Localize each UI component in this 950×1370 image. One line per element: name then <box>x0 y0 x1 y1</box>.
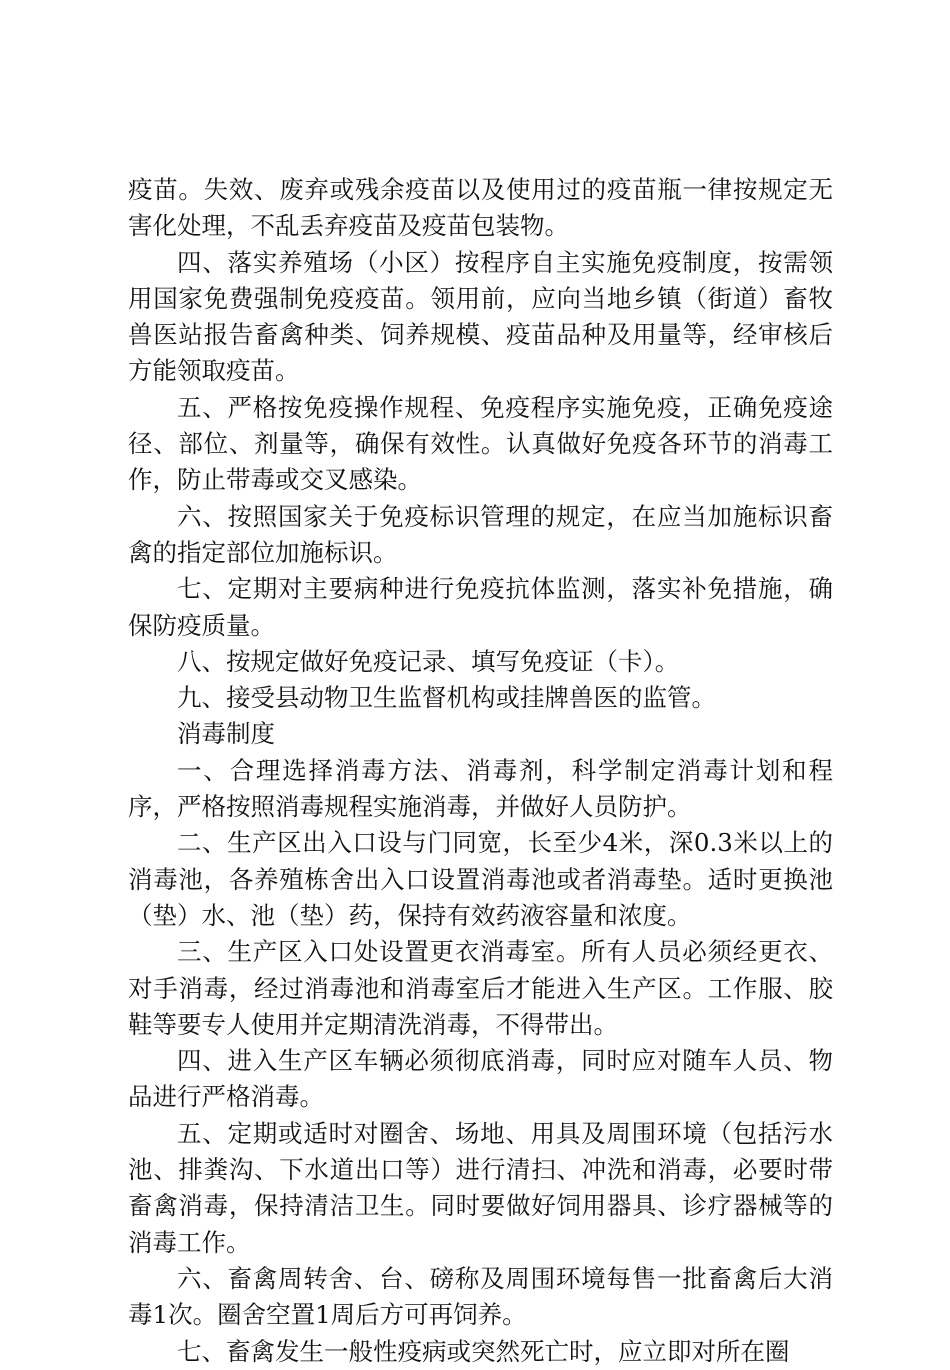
paragraph-disinfection-item-5: 五、定期或适时对圈舍、场地、用具及周围环境（包括污水池、排粪沟、下水道出口等）进行清扫、冲洗和消毒，必要时带畜禽消毒，保持清洁卫生。同时要做好饲用器具、诊疗器械等的消毒工作。 <box>128 1118 833 1257</box>
paragraph-disinfection-item-1: 一、合理选择消毒方法、消毒剂，科学制定消毒计划和程序，严格按照消毒规程实施消毒，并做好人员防护。 <box>128 755 833 822</box>
paragraph-disinfection-item-6: 六、畜禽周转舍、台、磅称及周围环境每售一批畜禽后大消毒1次。圈舍空置1周后方可再饲养。 <box>128 1263 833 1330</box>
paragraph-disinfection-item-3: 三、生产区入口处设置更衣消毒室。所有人员必须经更衣、对手消毒，经过消毒池和消毒室后才能进入生产区。工作服、胶鞋等要专人使用并定期清洗消毒，不得带出。 <box>128 937 833 1039</box>
paragraph-vaccine-disposal: 疫苗。失效、废弃或残余疫苗以及使用过的疫苗瓶一律按规定无害化处理，不乱丢弃疫苗及疫苗包装物。 <box>128 175 833 241</box>
section-heading-disinfection: 消毒制度 <box>177 719 275 749</box>
document-body <box>128 172 833 1370</box>
paragraph-disinfection-item-4: 四、进入生产区车辆必须彻底消毒，同时应对随车人员、物品进行严格消毒。 <box>128 1046 833 1112</box>
paragraph-item-6-identification: 六、按照国家关于免疫标识管理的规定，在应当加施标识畜禽的指定部位加施标识。 <box>128 501 833 567</box>
paragraph-item-7-antibody-monitoring: 七、定期对主要病种进行免疫抗体监测，落实补免措施，确保防疫质量。 <box>128 574 833 640</box>
paragraph-item-5-immunization-procedure: 五、严格按免疫操作规程、免疫程序实施免疫，正确免疫途径、部位、剂量等，确保有效性。认真做好免疫各环节的消毒工作，防止带毒或交叉感染。 <box>128 392 833 495</box>
paragraph-item-9-supervision: 九、接受县动物卫生监督机构或挂牌兽医的监管。 <box>177 683 716 713</box>
paragraph-disinfection-item-2: 二、生产区出入口设与门同宽，长至少4米，深0.3米以上的消毒池，各养殖栋舍出入口设置消毒池或者消毒垫。适时更换池（垫）水、池（垫）药，保持有效药液容量和浓度。 <box>128 828 833 930</box>
paragraph-disinfection-item-7: 七、畜禽发生一般性疫病或突然死亡时，应立即对所在圈 <box>177 1336 790 1366</box>
paragraph-item-8-immunization-records: 八、按规定做好免疫记录、填写免疫证（卡）。 <box>177 646 680 676</box>
paragraph-item-4-vaccine-collection: 四、落实养殖场（小区）按程序自主实施免疫制度，按需领用国家免费强制免疫疫苗。领用前，应向当地乡镇（街道）畜牧兽医站报告畜禽种类、饲养规模、疫苗品种及用量等，经审核后方能领取疫苗。 <box>128 247 833 386</box>
